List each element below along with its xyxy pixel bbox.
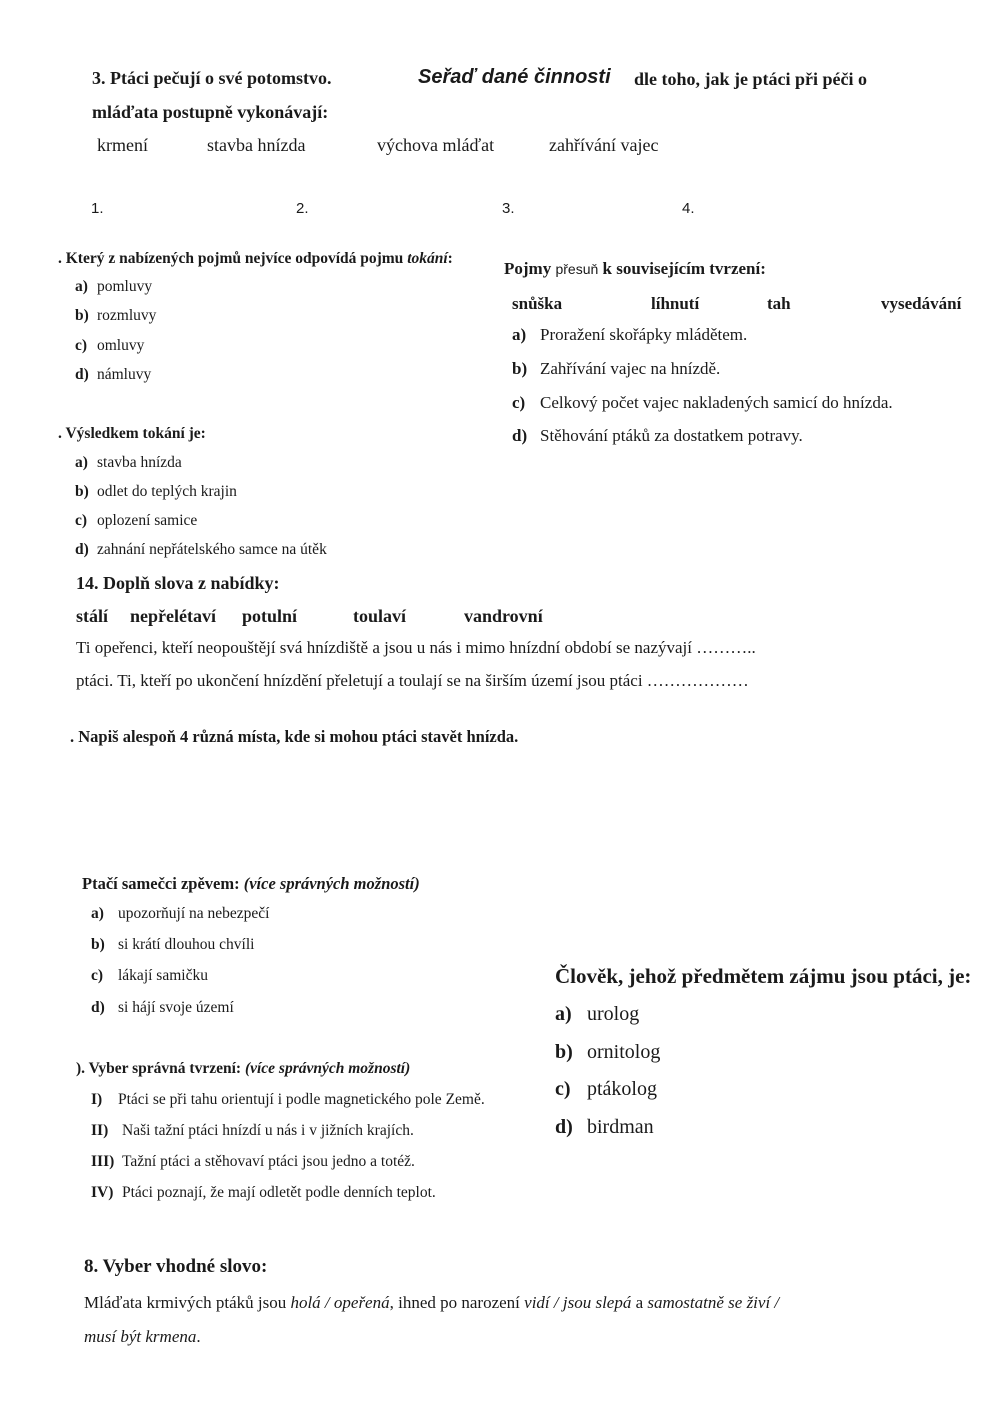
q3-title-line2: mláďata postupně vykonávají: bbox=[92, 102, 329, 122]
q-vysledek-option[interactable]: d) zahnání nepřátelského samce na útěk bbox=[75, 541, 327, 558]
q-tvrzeni-title: ). Vyber správná tvrzení: (více správných možností) bbox=[76, 1060, 411, 1077]
q14-word[interactable]: vandrovní bbox=[464, 606, 543, 626]
q-tokani-option[interactable]: d) námluvy bbox=[75, 366, 152, 383]
q14-word[interactable]: stálí bbox=[76, 606, 109, 626]
q14-word[interactable]: potulní bbox=[242, 606, 298, 626]
q-mista-title: . Napiš alespoň 4 různá místa, kde si mohou ptáci stavět hnízda. bbox=[70, 727, 519, 746]
q-pojmy-term[interactable]: snůška bbox=[512, 294, 563, 313]
q8-choice-3b[interactable]: musí být krmena bbox=[84, 1327, 197, 1346]
q-pojmy-statement[interactable]: a) Proražení skořápky mládětem. bbox=[512, 325, 748, 344]
q14-title: 14. Doplň slova z nabídky: bbox=[76, 573, 280, 593]
q-vysledek-option[interactable]: b) odlet do teplých krajin bbox=[75, 483, 237, 500]
q-clovek-option[interactable]: b) ornitolog bbox=[555, 1041, 661, 1063]
q8-sentence-line1: Mláďata krmivých ptáků jsou holá / opeřená, ihned po narození vidí / jsou slepá a samostatně se živí / bbox=[84, 1293, 780, 1312]
q-zpev-option[interactable]: d) si hájí svoje území bbox=[91, 999, 234, 1016]
q-pojmy-statement[interactable]: b) Zahřívání vajec na hnízdě. bbox=[512, 359, 721, 378]
q8-choice-3a[interactable]: samostatně se živí / bbox=[647, 1293, 780, 1312]
q3-slot[interactable]: 4. bbox=[682, 200, 695, 217]
q-tokani-title: . Který z nabízených pojmů nejvíce odpovídá pojmu tokání: bbox=[58, 250, 453, 267]
q-pojmy-term[interactable]: vysedávání bbox=[881, 294, 962, 313]
q14-sentence-2: ptáci. Ti, kteří po ukončení hnízdění přeletují a toulají se na širším území jsou ptáci ……………… bbox=[76, 671, 749, 690]
q-pojmy-statement[interactable]: c) Celkový počet vajec nakladených samicí do hnízda. bbox=[512, 393, 893, 412]
q-clovek-title: Člověk, jehož předmětem zájmu jsou ptáci, je: bbox=[555, 964, 972, 988]
q3-slot[interactable]: 3. bbox=[502, 200, 515, 217]
q3-word[interactable]: krmení bbox=[97, 135, 148, 155]
q-clovek-option[interactable]: c) ptákolog bbox=[555, 1078, 657, 1100]
q14-word[interactable]: toulaví bbox=[353, 606, 407, 626]
q14-word[interactable]: nepřelétaví bbox=[130, 606, 216, 626]
q3-title: 3. Ptáci pečují o své potomstvo. bbox=[92, 68, 332, 88]
q-vysledek-title: . Výsledkem tokání je: bbox=[58, 425, 206, 442]
q-tokani-option[interactable]: a) pomluvy bbox=[75, 278, 153, 295]
q-pojmy-title: Pojmy přesuň k souvisejícím tvrzení: bbox=[504, 259, 766, 278]
q3-slot[interactable]: 2. bbox=[296, 200, 309, 217]
q-tvrzeni-option[interactable]: I) Ptáci se při tahu orientují i podle magnetického pole Země. bbox=[91, 1091, 485, 1108]
q8-sentence-line2: musí být krmena. bbox=[84, 1327, 201, 1346]
q-pojmy-term[interactable]: líhnutí bbox=[651, 294, 700, 313]
q-vysledek-option[interactable]: c) oplození samice bbox=[75, 512, 198, 529]
q-zpev-title: Ptačí samečci zpěvem: (více správných možností) bbox=[82, 874, 420, 893]
q-pojmy-term[interactable]: tah bbox=[767, 294, 791, 313]
q8-choice-2[interactable]: vidí / jsou slepá bbox=[524, 1293, 632, 1312]
q-mista-answer-area[interactable] bbox=[70, 755, 550, 855]
q8-choice-1[interactable]: holá / opeřená bbox=[290, 1293, 390, 1312]
q-tvrzeni-option[interactable]: IV) Ptáci poznají, že mají odletět podle denních teplot. bbox=[91, 1184, 436, 1201]
q8-title: 8. Vyber vhodné slovo: bbox=[84, 1256, 268, 1277]
q-tokani-option[interactable]: b) rozmluvy bbox=[75, 307, 157, 324]
q-vysledek-option[interactable]: a) stavba hnízda bbox=[75, 454, 182, 471]
q3-word[interactable]: zahřívání vajec bbox=[549, 135, 659, 155]
q14-sentence-1: Ti opeřenci, kteří neopouštějí svá hnízdiště a jsou u nás i mimo hnízdní období se nazývají ……….. bbox=[76, 638, 756, 657]
q-pojmy-statement[interactable]: d) Stěhování ptáků za dostatkem potravy. bbox=[512, 426, 803, 445]
q-zpev-option[interactable]: c) lákají samičku bbox=[91, 967, 208, 984]
q-clovek-option[interactable]: a) urolog bbox=[555, 1003, 640, 1025]
q3-word[interactable]: stavba hnízda bbox=[207, 135, 306, 155]
q-zpev-option[interactable]: b) si krátí dlouhou chvíli bbox=[91, 936, 255, 953]
q3-slot[interactable]: 1. bbox=[91, 200, 104, 217]
q-tvrzeni-option[interactable]: III) Tažní ptáci a stěhovaví ptáci jsou jedno a totéž. bbox=[91, 1153, 415, 1170]
q-zpev-option[interactable]: a) upozorňují na nebezpečí bbox=[91, 905, 270, 922]
q-tvrzeni-option[interactable]: II) Naši tažní ptáci hnízdí u nás i v jižních krajích. bbox=[91, 1122, 414, 1139]
q3-word[interactable]: výchova mláďat bbox=[377, 135, 495, 155]
q3-title-rest: dle toho, jak je ptáci při péči o bbox=[634, 69, 867, 89]
q-clovek-option[interactable]: d) birdman bbox=[555, 1116, 654, 1138]
q3-title-instruction: Seřaď dané činnosti bbox=[418, 66, 611, 88]
q-tokani-option[interactable]: c) omluvy bbox=[75, 337, 145, 354]
